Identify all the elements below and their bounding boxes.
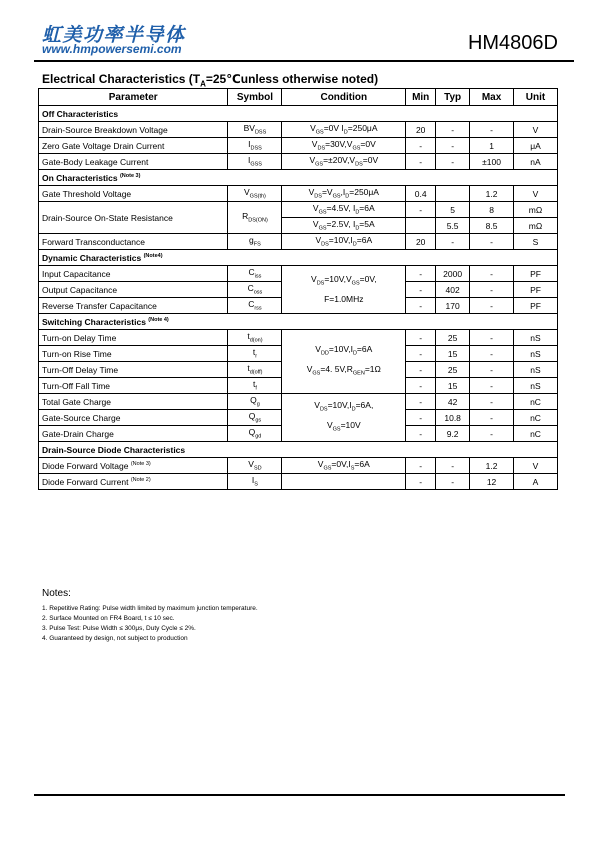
unit-cell: V — [514, 458, 558, 474]
max-cell: - — [470, 298, 514, 314]
min-cell: - — [406, 346, 436, 362]
unit-cell: nC — [514, 426, 558, 442]
group-title: Switching Characteristics $^{(Note 4)}$ — [39, 314, 558, 330]
typ-cell: 9.2 — [436, 426, 470, 442]
typ-cell: - — [436, 474, 470, 490]
table-row — [39, 458, 558, 474]
unit-cell: μA — [514, 138, 558, 154]
min-cell: - — [406, 378, 436, 394]
typ-cell: - — [436, 138, 470, 154]
note-item: 1. Repetitive Rating: Pulse width limited by maximum junction temperature. — [42, 605, 258, 612]
section-title: Electrical Characteristics ($T_A=25℃unless$ otherwise noted) — [42, 72, 379, 89]
group-title: On Characteristics $^{(Note 3)}$ — [39, 170, 558, 186]
group-title: Drain-Source Diode Characteristics — [39, 442, 558, 458]
group-row-off — [39, 106, 558, 122]
table-row — [39, 330, 558, 346]
unit-cell: nS — [514, 378, 558, 394]
max-cell: 12 — [470, 474, 514, 490]
typ-cell — [436, 186, 470, 202]
header-min: Min — [406, 89, 436, 106]
unit-cell: nS — [514, 346, 558, 362]
unit-cell: V — [514, 186, 558, 202]
symbol-cell: $I_S$ — [228, 474, 282, 490]
header-unit: Unit — [514, 89, 558, 106]
min-cell: - — [406, 298, 436, 314]
typ-cell: - — [436, 458, 470, 474]
typ-cell: 25 — [436, 362, 470, 378]
typ-cell: 10.8 — [436, 410, 470, 426]
condition-cell: $V_{DD}=10V,I_D=6A$ $V_{GS}=4$. $5V,R_{GEN}=1\Omega$ — [282, 330, 406, 394]
group-row-diode — [39, 442, 558, 458]
table-row — [39, 138, 558, 154]
min-cell: - — [406, 202, 436, 218]
max-cell: - — [470, 410, 514, 426]
param-cell: Zero Gate Voltage Drain Current — [39, 138, 228, 154]
unit-cell: nC — [514, 410, 558, 426]
header-parameter: Parameter — [39, 89, 228, 106]
typ-cell: - — [436, 154, 470, 170]
typ-cell: 170 — [436, 298, 470, 314]
unit-cell: PF — [514, 298, 558, 314]
max-cell: 1.2 — [470, 458, 514, 474]
table-row — [39, 266, 558, 282]
max-cell: - — [470, 394, 514, 410]
table-row — [39, 202, 558, 218]
group-title: Off Characteristics — [39, 106, 558, 122]
max-cell: - — [470, 426, 514, 442]
unit-cell: V — [514, 122, 558, 138]
typ-cell: 2000 — [436, 266, 470, 282]
electrical-characteristics-table — [38, 88, 558, 490]
param-cell: Output Capacitance — [39, 282, 228, 298]
note-item: 3. Pulse Test: Pulse Width ≤ 300μs, Duty Cycle ≤ 2%. — [42, 625, 196, 632]
max-cell: - — [470, 378, 514, 394]
unit-cell: mΩ — [514, 202, 558, 218]
unit-cell: PF — [514, 266, 558, 282]
condition-cell: $V_{DS}=V_{GS},I_D=250\mu A$ — [282, 186, 406, 202]
condition-cell: $V_{DS}=30V,V_{GS}=0V$ — [282, 138, 406, 154]
header-typ: Typ — [436, 89, 470, 106]
param-cell: Reverse Transfer Capacitance — [39, 298, 228, 314]
unit-cell: mΩ — [514, 218, 558, 234]
param-cell: Turn-Off Fall Time — [39, 378, 228, 394]
symbol-cell: $Q_g$ — [228, 394, 282, 410]
table-row — [39, 394, 558, 410]
param-cell: Gate Threshold Voltage — [39, 186, 228, 202]
condition-cell: $V_{GS}=\pm 20V,V_{DS}=0V$ — [282, 154, 406, 170]
symbol-cell: $V_{GS(th)}$ — [228, 186, 282, 202]
unit-cell: S — [514, 234, 558, 250]
typ-cell: 5 — [436, 202, 470, 218]
max-cell: - — [470, 266, 514, 282]
unit-cell: nS — [514, 330, 558, 346]
typ-cell: 15 — [436, 346, 470, 362]
condition-cell: $V_{DS}=10V,I_D=6A$ — [282, 234, 406, 250]
symbol-cell: $I_{DSS}$ — [228, 138, 282, 154]
param-cell: Total Gate Charge — [39, 394, 228, 410]
note-item: 4. Guaranteed by design, not subject to production — [42, 635, 188, 642]
header-condition: Condition — [282, 89, 406, 106]
symbol-cell: $C_{rss}$ — [228, 298, 282, 314]
unit-cell: PF — [514, 282, 558, 298]
notes-section — [42, 588, 258, 644]
typ-cell: 402 — [436, 282, 470, 298]
max-cell: - — [470, 122, 514, 138]
min-cell: - — [406, 154, 436, 170]
min-cell: - — [406, 138, 436, 154]
header-max: Max — [470, 89, 514, 106]
param-cell: Turn-on Rise Time — [39, 346, 228, 362]
typ-cell: 5.5 — [436, 218, 470, 234]
condition-cell: $V_{GS}=0V,I_S=6A$ — [282, 458, 406, 474]
min-cell: - — [406, 426, 436, 442]
max-cell: - — [470, 282, 514, 298]
header-symbol: Symbol — [228, 89, 282, 106]
symbol-cell: $C_{oss}$ — [228, 282, 282, 298]
min-cell — [406, 218, 436, 234]
unit-cell: nS — [514, 362, 558, 378]
note-item: 2. Surface Mounted on FR4 Board, t ≤ 10 sec. — [42, 615, 175, 622]
min-cell: - — [406, 410, 436, 426]
min-cell: 20 — [406, 234, 436, 250]
max-cell: 8 — [470, 202, 514, 218]
min-cell: - — [406, 394, 436, 410]
table-row — [39, 154, 558, 170]
symbol-cell: $Q_{gs}$ — [228, 410, 282, 426]
min-cell: - — [406, 362, 436, 378]
brand-logo-chinese: 虹美功率半导体 — [42, 24, 186, 46]
param-cell: Gate-Body Leakage Current — [39, 154, 228, 170]
min-cell: 0.4 — [406, 186, 436, 202]
part-number: HM4806D — [467, 32, 558, 54]
unit-cell: nA — [514, 154, 558, 170]
condition-cell: $V_{GS}=4.5V$, $I_D=6A$ — [282, 202, 406, 218]
min-cell: 20 — [406, 122, 436, 138]
typ-cell: 25 — [436, 330, 470, 346]
group-row-switching — [39, 314, 558, 330]
symbol-cell: $g_{FS}$ — [228, 234, 282, 250]
table-row — [39, 122, 558, 138]
condition-cell: $V_{GS}=2.5V$, $I_D=5A$ — [282, 218, 406, 234]
param-cell: Diode Forward Voltage $^{(Note 3)}$ — [39, 458, 228, 474]
symbol-cell: $t_f$ — [228, 378, 282, 394]
max-cell: - — [470, 330, 514, 346]
group-row-on — [39, 170, 558, 186]
symbol-cell: $C_{iss}$ — [228, 266, 282, 282]
condition-cell: $V_{GS}=0V$ $I_D=250\mu A$ — [282, 122, 406, 138]
symbol-cell: $V_{SD}$ — [228, 458, 282, 474]
max-cell: - — [470, 362, 514, 378]
condition-cell: $V_{DS}=10V,I_D=6A$, $V_{GS}=10V$ — [282, 394, 406, 442]
min-cell: - — [406, 330, 436, 346]
typ-cell: 42 — [436, 394, 470, 410]
symbol-cell: $R_{DS(ON)}$ — [228, 202, 282, 234]
param-cell: Gate-Source Charge — [39, 410, 228, 426]
unit-cell: nC — [514, 394, 558, 410]
max-cell: 1 — [470, 138, 514, 154]
max-cell: 1.2 — [470, 186, 514, 202]
footer-rule — [34, 794, 565, 796]
param-cell: Turn-Off Delay Time — [39, 362, 228, 378]
param-cell: Gate-Drain Charge — [39, 426, 228, 442]
typ-cell: - — [436, 122, 470, 138]
condition-cell — [282, 474, 406, 490]
max-cell: 8.5 — [470, 218, 514, 234]
min-cell: - — [406, 282, 436, 298]
group-title: Dynamic Characteristics $^{(Note4)}$ — [39, 250, 558, 266]
symbol-cell: $Q_{gd}$ — [228, 426, 282, 442]
typ-cell: - — [436, 234, 470, 250]
table-header-row — [39, 89, 558, 106]
param-cell: Turn-on Delay Time — [39, 330, 228, 346]
condition-cell: $V_{DS}=10V,V_{GS}=0V$, F=1.0MHz — [282, 266, 406, 314]
unit-cell: A — [514, 474, 558, 490]
group-row-dynamic — [39, 250, 558, 266]
min-cell: - — [406, 458, 436, 474]
brand-url: www.hmpowersemi.com — [42, 42, 182, 56]
param-cell: Diode Forward Current $^{(Note 2)}$ — [39, 474, 228, 490]
max-cell: ±100 — [470, 154, 514, 170]
symbol-cell: $BV_{DSS}$ — [228, 122, 282, 138]
min-cell: - — [406, 474, 436, 490]
symbol-cell: $t_r$ — [228, 346, 282, 362]
table-row — [39, 474, 558, 490]
header-rule — [34, 60, 574, 62]
typ-cell: 15 — [436, 378, 470, 394]
param-cell: Input Capacitance — [39, 266, 228, 282]
min-cell: - — [406, 266, 436, 282]
table-row — [39, 186, 558, 202]
symbol-cell: $t_{d(on)}$ — [228, 330, 282, 346]
symbol-cell: $I_{GSS}$ — [228, 154, 282, 170]
table-row — [39, 234, 558, 250]
symbol-cell: $t_{d(off)}$ — [228, 362, 282, 378]
param-cell: Drain-Source On-State Resistance — [39, 202, 228, 234]
max-cell: - — [470, 234, 514, 250]
max-cell: - — [470, 346, 514, 362]
param-cell: Forward Transconductance — [39, 234, 228, 250]
param-cell: Drain-Source Breakdown Voltage — [39, 122, 228, 138]
notes-title: Notes: — [42, 588, 71, 599]
